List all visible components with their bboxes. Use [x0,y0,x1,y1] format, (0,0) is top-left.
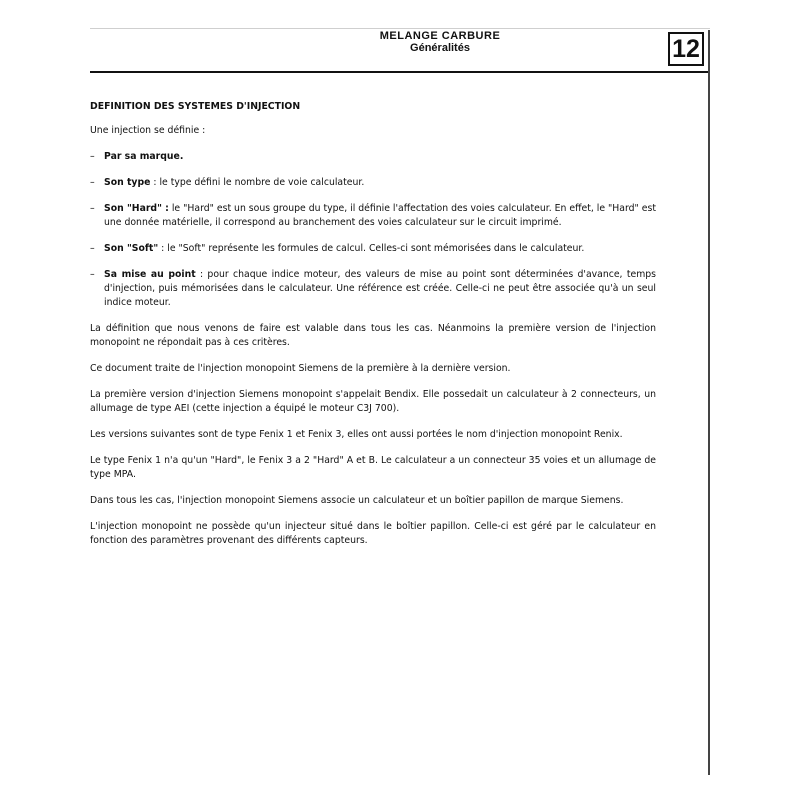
bullet-text: : pour chaque indice moteur, des valeurs de mise au point sont déterminées d'avance, temps d'injection, puis mémorisées dans le calculateur. Une référence est créée. Celle-ci ne peut être associée qu'à un seul indice moteur. [104,269,656,308]
bullet-item [90,268,656,310]
document-body [90,100,656,560]
paragraph: L'injection monopoint ne possède qu'un injecteur situé dans le boîtier papillon. Celle-ci est géré par le calculateur en fonction des paramètres provenant des différents capteurs. [90,521,656,546]
bullet-term: Son type [104,177,151,188]
section-heading: DEFINITION DES SYSTEMES D'INJECTION [90,101,301,112]
intro-text: Une injection se définie : [90,125,206,136]
bullet-text: : le type défini le nombre de voie calculateur. [150,177,365,188]
bullet-dash: – [90,269,95,280]
bullet-dash: – [90,177,95,188]
header-title: MELANGE CARBURE [379,30,501,42]
bullet-dash: – [90,151,95,162]
bullet-item [90,242,656,256]
paragraph: Dans tous les cas, l'injection monopoint Siemens associe un calculateur et un boîtier papillon de marque Siemens. [90,495,624,506]
paragraph: La définition que nous venons de faire est valable dans tous les cas. Néanmoins la première version de l'injection monopoint ne répondait pas à ces critères. [90,323,656,348]
bullet-term: Par sa marque. [104,151,184,162]
header-top-line [90,28,710,29]
bullet-item [90,202,656,230]
bullet-dash: – [90,243,95,254]
bullet-item [90,150,656,164]
section-number-box: 12 [668,32,704,66]
header-subtitle: Généralités [410,42,470,54]
header-rule [90,71,710,73]
right-margin-line [708,30,710,775]
bullet-text: : le "Soft" représente les formules de calcul. Celles-ci sont mémorisées dans le calculateur. [158,243,585,254]
bullet-item [90,176,656,190]
bullet-term: Son "Soft" [104,243,159,254]
paragraph: Les versions suivantes sont de type Fenix 1 et Fenix 3, elles ont aussi portées le nom d'injection monopoint Renix. [90,429,623,440]
bullet-term: Sa mise au point [104,269,196,280]
paragraph: Le type Fenix 1 n'a qu'un "Hard", le Fenix 3 a 2 "Hard" A et B. Le calculateur a un connecteur 35 voies et un allumage de type MPA. [90,455,656,480]
paragraph: Ce document traite de l'injection monopoint Siemens de la première à la dernière version. [90,363,511,374]
bullet-term: Son "Hard" : [104,203,169,214]
paragraph: La première version d'injection Siemens monopoint s'appelait Bendix. Elle possedait un calculateur à 2 connecteurs, un allumage de type AEI (cette injection a équipé le moteur C3J 700). [90,389,656,414]
bullet-text: le "Hard" est un sous groupe du type, il définie l'affectation des voies calculateur. En effet, le "Hard" est une donnée matérielle, il correspond au branchement des voies calculateur sur le circuit imprimé. [104,203,656,228]
bullet-dash: – [90,203,95,214]
